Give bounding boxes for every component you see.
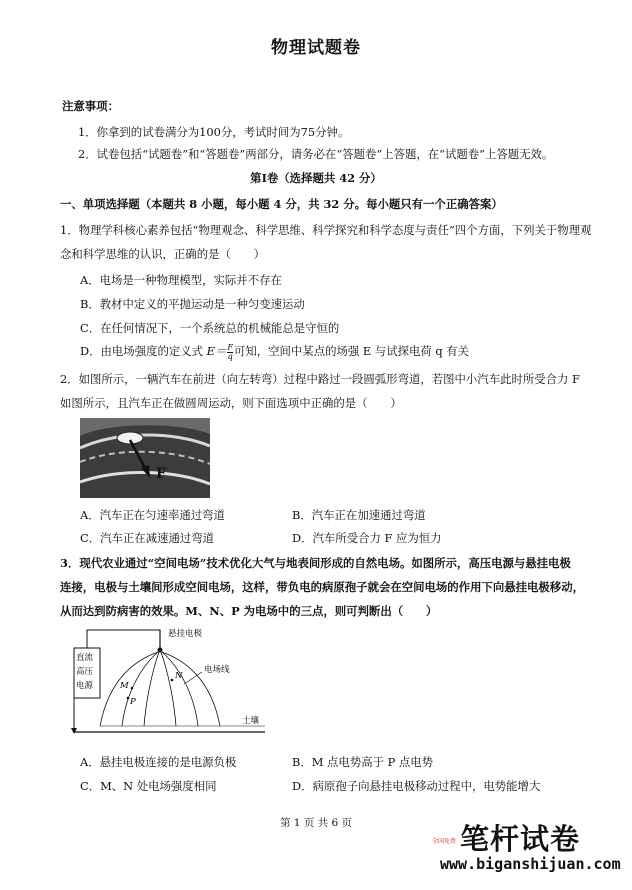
q1-fraction-denominator: q	[227, 351, 233, 361]
q2-option-a: A．汽车正在匀速率通过弯道	[80, 508, 225, 522]
q1-formula-fraction	[227, 344, 233, 361]
q3-option-d: D．病原孢子向悬挂电极移动过程中，电势能增大	[292, 779, 541, 793]
q1-option-d	[80, 343, 469, 361]
source-label-2: 高压	[76, 667, 94, 677]
curved-road-photo	[80, 418, 210, 498]
q3-option-a: A．悬挂电极连接的是电源负极	[80, 755, 237, 769]
q3-option-c: C．M、N 处电场强度相同	[80, 779, 217, 793]
q2-option-b: B．汽车正在加速通过弯道	[292, 508, 426, 522]
q3-option-b: B．M 点电势高于 P 点电势	[292, 755, 434, 769]
q1-stem-line-1: 1．物理学科核心素养包括“物理观念、科学思维、科学探究和科学态度与责任”四个方面，下列关于物理观	[60, 223, 592, 237]
point-m-label: M	[120, 681, 129, 691]
q2-option-c: C．汽车正在减速通过弯道	[80, 531, 215, 545]
watermark-url: www.biganshijuan.com	[440, 855, 621, 873]
field-line-label: 电场线	[204, 665, 230, 675]
notice-item-1: 1．你拿到的试卷满分为100分，考试时间为75分钟。	[78, 125, 350, 139]
point-p-label: P	[130, 697, 136, 707]
q3-stem-line-2: 连接，电极与土壤间形成空间电场，这样，带负电的病原孢子就会在空间电场的作用下向悬挂电极移动，	[60, 580, 584, 594]
force-label: F	[156, 466, 166, 482]
electric-field-diagram	[60, 622, 270, 740]
q1-option-a: A．电场是一种物理模型，实际并不存在	[80, 273, 282, 287]
q1-option-b: B．教材中定义的平抛运动是一种匀变速运动	[80, 297, 305, 311]
q1-option-d-prefix: D．由电场强度的定义式	[80, 344, 204, 358]
section-one-title: 一、单项选择题（本题共 8 小题，每小题 4 分，共 32 分。每小题只有一个正确答案）	[60, 197, 503, 211]
q1-fraction-numerator: F	[227, 342, 233, 352]
point-n-label: N	[175, 671, 183, 681]
q1-option-d-suffix: 可知，空间中某点的场强 E 与试探电荷 q 有关	[233, 344, 470, 358]
q3-stem-line-3: 从而达到防病害的效果。M、N、P 为电场中的三点，则可判断出（ ）	[60, 604, 438, 618]
q1-stem-line-2: 念和科学思维的认识，正确的是（ ）	[60, 247, 266, 261]
q2-option-d: D．汽车所受合力 F 应为恒力	[292, 531, 442, 545]
q1-formula-lhs: E＝	[206, 344, 227, 358]
q2-stem-line-2: 如图所示，且汽车正在做圆周运动，则下面选项中正确的是（ ）	[60, 396, 402, 410]
part-one-title: 第Ⅰ卷（选择题共 42 分）	[250, 171, 382, 185]
watermark-brand: 笔杆试卷	[460, 822, 581, 856]
notice-heading: 注意事项：	[62, 99, 119, 113]
soil-label: 土壤	[242, 716, 260, 726]
q2-stem-line-1: 2．如图所示，一辆汽车在前进（向左转弯）过程中路过一段圆弧形弯道，若图中小汽车此时所受合力 F	[60, 372, 580, 386]
notice-item-2: 2．试卷包括“试题卷”和“答题卷”两部分，请务必在“答题卷”上答题，在“试题卷”上答题无效。	[78, 147, 554, 161]
page-title: 物理试题卷	[271, 38, 361, 58]
electrode-label: 悬挂电极	[168, 629, 203, 639]
source-label-3: 电源	[76, 681, 94, 691]
watermark-tiny-text: 全国免费	[432, 838, 457, 845]
page-footer: 第 1 页 共 6 页	[279, 817, 353, 829]
source-label-1: 直流	[76, 653, 94, 663]
q1-option-c: C．在任何情况下，一个系统总的机械能总是守恒的	[80, 321, 340, 335]
q3-stem-line-1: 3．现代农业通过“空间电场”技术优化大气与地表间形成的自然电场。如图所示，高压电源与悬挂电极	[60, 556, 571, 570]
